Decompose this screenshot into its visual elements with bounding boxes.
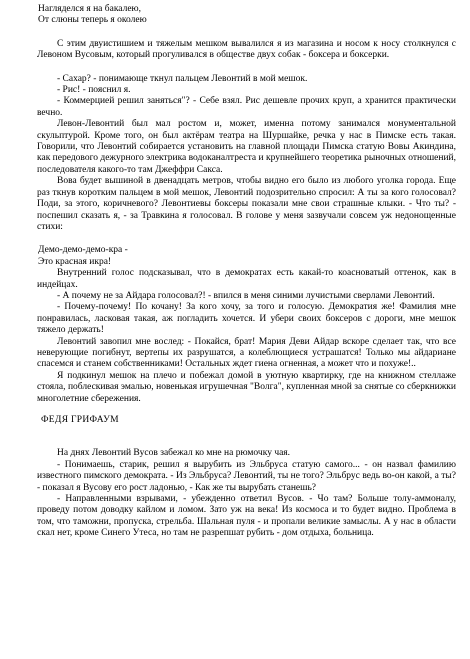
paragraph: Внутренний голос подсказывал, что в демократах есть какай-то коасноватый оттенок, как в индейцах.	[37, 268, 456, 290]
dialogue-line: - А почему не за Айдара голосовал?! - впился в меня синими лучистыми сверлами Левонтий.	[57, 290, 435, 301]
paragraph: Я подкинул мешок на плечо и побежал домой в уютную квартирку, где на книжном стеллаже стояла, поблескивая эмалью, новенькая игрушечная "Волга", купленная мной за снятые со сберкнижки многолетние сбережения.	[37, 370, 456, 404]
dialogue-line: - Коммерцией решил заняться"? - Себе взял. Рис дешевле прочих круп, а хранится практически вечно.	[37, 96, 456, 118]
paragraph: Левонтий завопил мне вослед: - Покайся, брат! Мария Деви Айдар вскоре сделает так, что все неверующие погибнут, вертепы их разрушатся, а колеблющиеся устрашатся! Только мы айдариане спасемся и станем собственниками! Остальных ждет гиена огненная, а может что и похуже!..	[37, 336, 456, 370]
paragraph: На днях Левонтий Вусов забежал ко мне на рюмочку чая.	[57, 448, 291, 459]
dialogue-line: - Почему-почему! По кочану! За кого хочу, за того и голосую. Демократия же! Фамилия мне понравилась, ласковая такая, аж погладить хочется. И убери своих боксеров с дороги, мне мешок тяжело держать!	[37, 302, 456, 336]
dialogue-line: - Рис! - пояснил я.	[57, 85, 131, 96]
paragraph: С этим двуистишием и тяжелым мешком вывалился я из магазина и носом к носу столкнулся с Левоном Вусовым, который прогуливался в обществе двух собак - боксера и боксерки.	[37, 38, 456, 61]
chapter-body	[37, 448, 456, 539]
verse-line: От слюны теперь я околею	[38, 15, 147, 26]
dialogue-line: - Направленными взрывами, - убежденно ответил Вусов. - Чо там? Больше толу-аммоналу, проведу потом доводку кайлом и ломом. Зато уж на века! Из космоса и то будет видно. Проблема в том, что таможни, пропуска, стрельба. Шальная пуля - и пропали великие замыслы. А у нас в области скал нет, кроме Синего Утеса, но там не разрепшат рубить - дом отдыха, больница.	[37, 494, 456, 539]
chapter-heading: ФЕДЯ ГРИФАУМ	[41, 415, 119, 425]
verse-line: Нагляделся я на бакалею,	[38, 4, 142, 14]
dialogue-line: - Сахар? - понимающе ткнул пальцем Левонтий в мой мешок.	[57, 73, 308, 84]
dialogue-line: - Понимаешь, старик, решил я вырубить из Эльбруса статую самого... - он назвал фамилию известного пимского демократа. - Из Эльбруса? Левонтий, ты не того? Эльбрус ведь во-он какой, а ты? - показал я Вусову его рост ладонью, - Как же ты вырубать станешь?	[37, 459, 456, 493]
verse-line: Демо-демо-демо-кра -	[38, 245, 128, 256]
paragraph: Левон-Левонтий был мал ростом и, может, именна потому занимался монументальной скульптурой. Кроме того, он был актёрам театра на Шуршайке, речка у нас в Пимске есть такая. Говорили, что Левонтий собирается установить на главной площади Пимска статую Вовы Акиндина, как передового дежурного электрика водоканалтреста и крупнейшего теоретика рыночных отношений, последователя какого-то там Джеффри Сакса.	[37, 119, 456, 175]
paragraph: Вова будет вышиной в двенадцать метров, чтобы видно его было из любого уголка города. Еще раз ткнув коротким пальцем в мой мешок, Левонтий подозрительно спросил: А ты за кого голосовал? Поди, за этого, коричневого? Левонтиевы боксеры показали мне свои страшные клыки. - Что ты? - поспешил сказать я, - за Травкина я голосовал. В голове у меня зазвучали совсем уж недонощенные стихи:	[37, 176, 456, 232]
opening-verse	[37, 4, 456, 27]
verse-line: Это красная икра!	[38, 256, 112, 267]
